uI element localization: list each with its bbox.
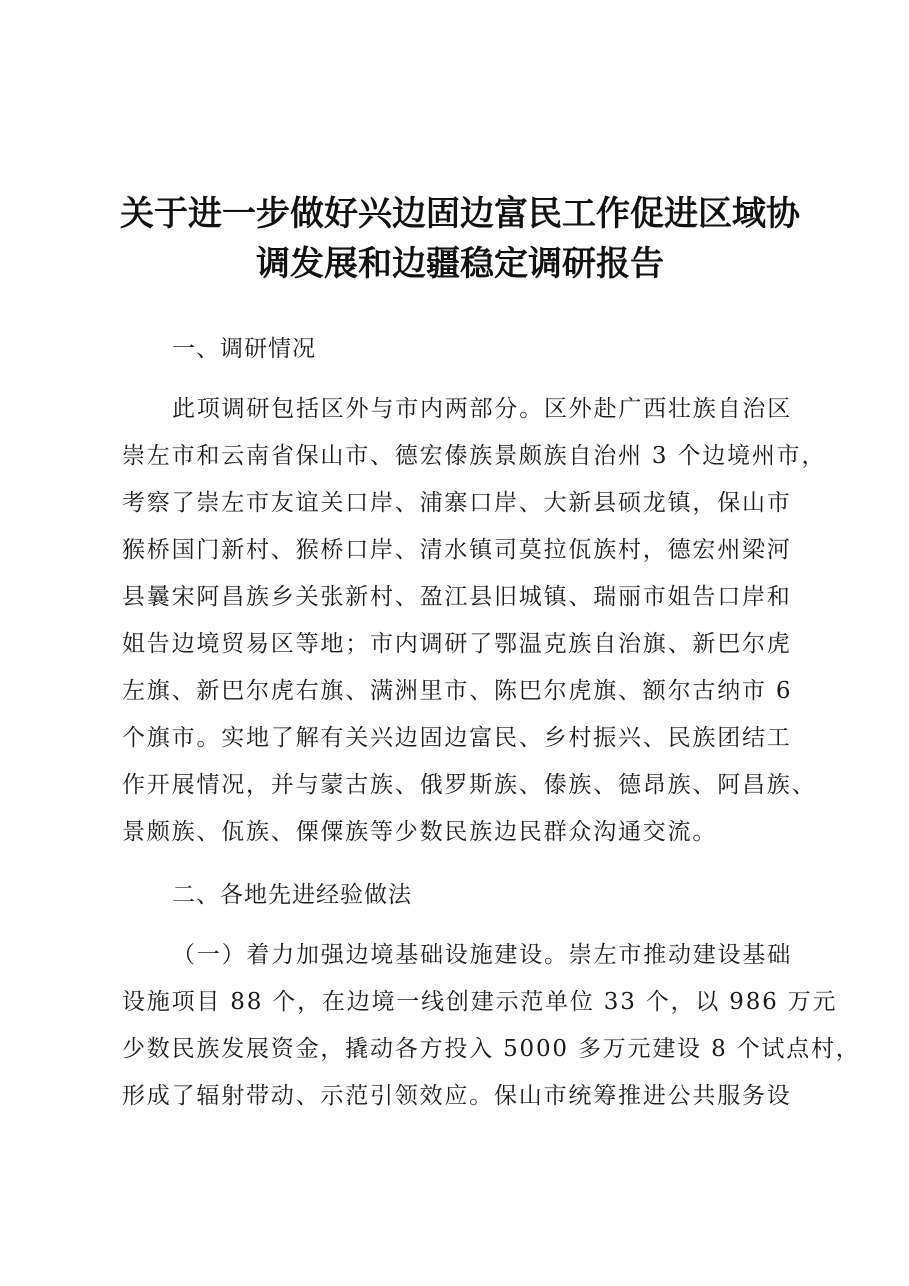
paragraph2-line: 形成了辐射带动、示范引领效应。保山市统筹推进公共服务设 bbox=[122, 1083, 792, 1109]
paragraph1-line: 此项调研包括区外与市内两部分。区外赴广西壮族自治区 bbox=[172, 396, 792, 422]
section-heading-research-situation: 一、调研情况 bbox=[172, 336, 316, 362]
paragraph1-line: 县曩宋阿昌族乡关张新村、盈江县旧城镇、瑞丽市姐告口岸和 bbox=[122, 584, 792, 610]
paragraph1-line: 考察了崇左市友谊关口岸、浦寨口岸、大新县硕龙镇，保山市 bbox=[122, 490, 792, 516]
paragraph1-line: 左旗、新巴尔虎右旗、满洲里市、陈巴尔虎旗、额尔古纳市 6 bbox=[122, 678, 793, 704]
section-heading-advanced-experience: 二、各地先进经验做法 bbox=[172, 882, 412, 908]
paragraph1-line: 猴桥国门新村、猴桥口岸、清水镇司莫拉佤族村，德宏州梁河 bbox=[122, 537, 792, 563]
paragraph1-line: 作开展情况，并与蒙古族、俄罗斯族、傣族、德昂族、阿昌族、 bbox=[122, 772, 817, 798]
paragraph2-line: 少数民族发展资金，撬动各方投入 5000 多万元建设 8 个试点村， bbox=[122, 1036, 861, 1062]
paragraph1-line: 崇左市和云南省保山市、德宏傣族景颇族自治州 3 个边境州市， bbox=[122, 443, 827, 469]
paragraph1-line: 景颇族、佤族、傈僳族等少数民族边民群众沟通交流。 bbox=[122, 819, 718, 845]
paragraph2-line: （一）着力加强边境基础设施建设。崇左市推动建设基础 bbox=[172, 942, 792, 968]
document-title-line-2: 调发展和边疆稳定调研报告 bbox=[256, 244, 664, 284]
document-title-line-1: 关于进一步做好兴边固边富民工作促进区域协 bbox=[120, 194, 800, 234]
paragraph1-line: 姐告边境贸易区等地；市内调研了鄂温克族自治旗、新巴尔虎 bbox=[122, 631, 792, 657]
paragraph1-line: 个旗市。实地了解有关兴边固边富民、乡村振兴、民族团结工 bbox=[122, 725, 792, 751]
paragraph2-line: 设施项目 88 个，在边境一线创建示范单位 33 个，以 986 万元 bbox=[122, 989, 838, 1015]
